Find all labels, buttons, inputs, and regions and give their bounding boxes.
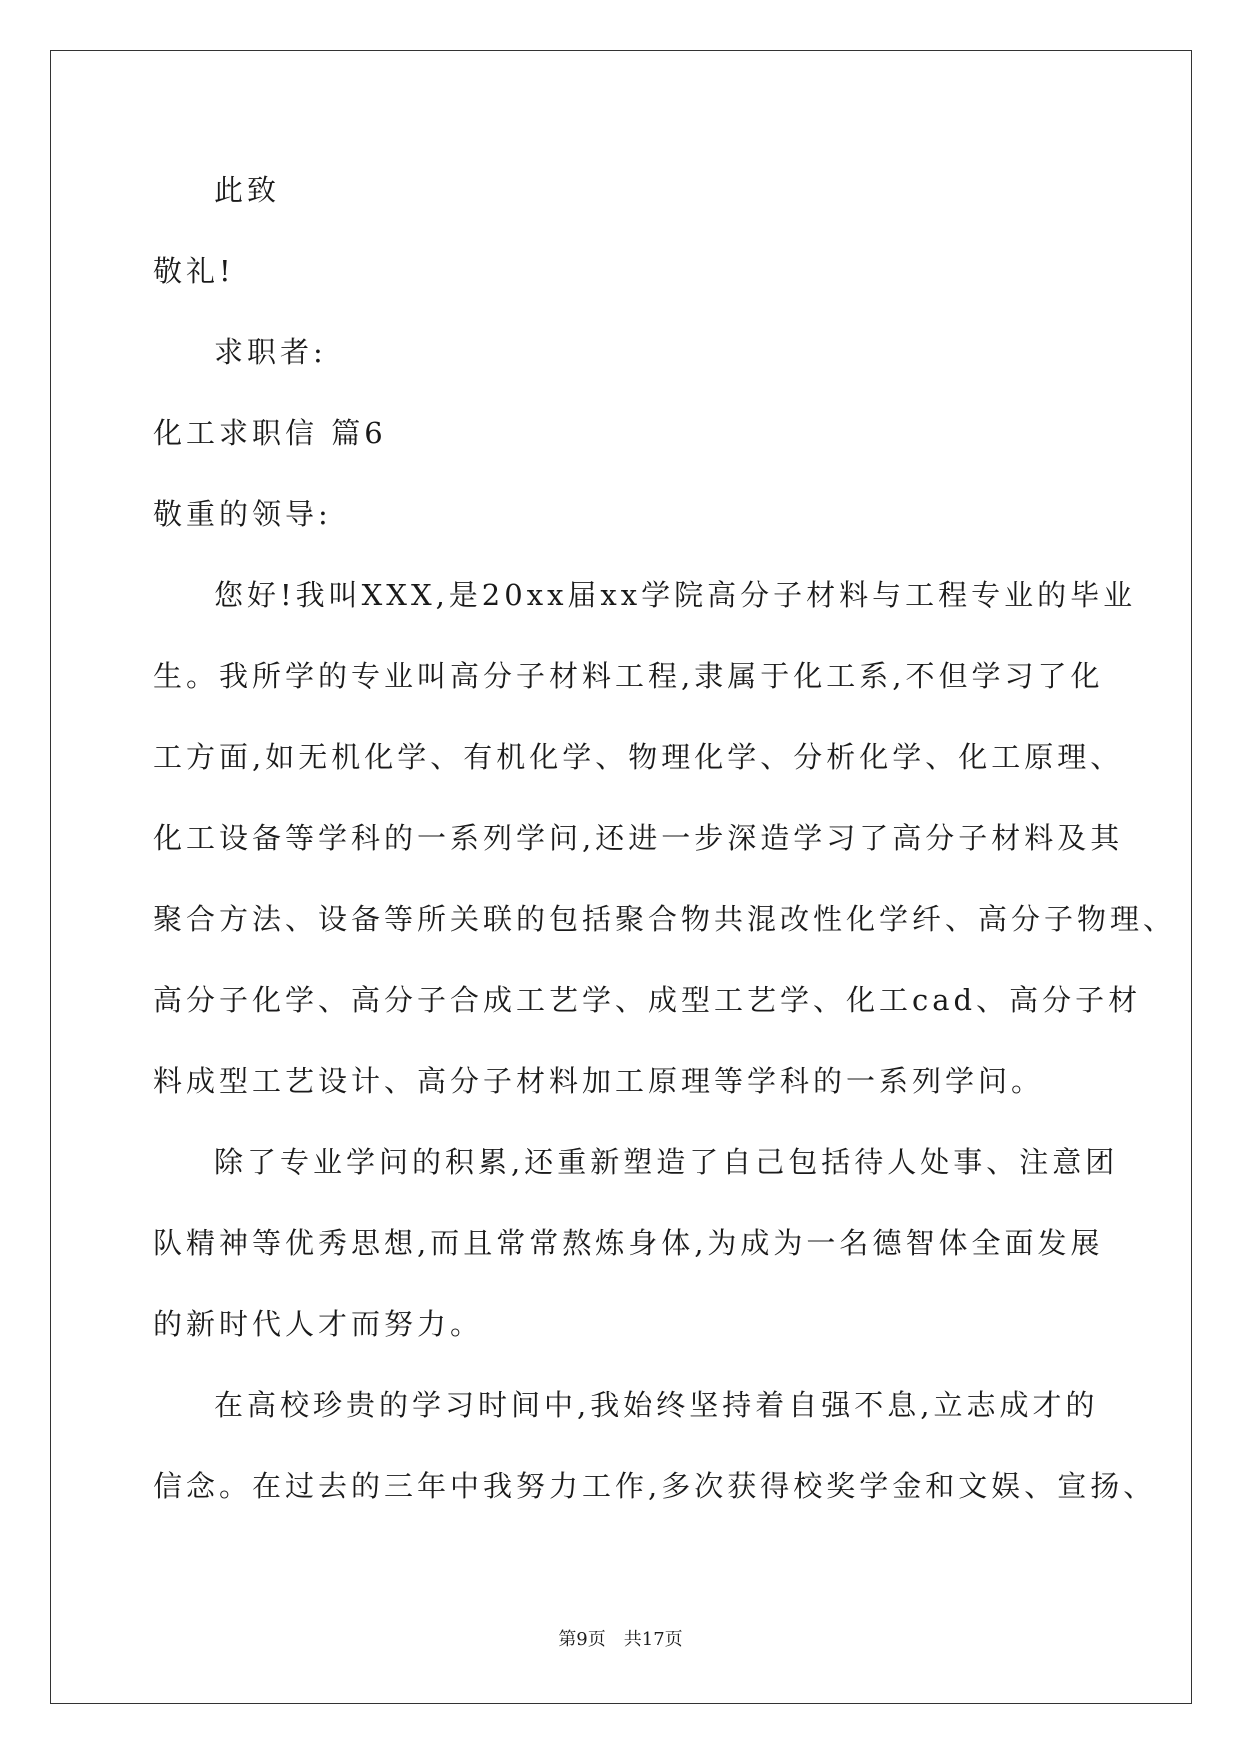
body-line: 信念。在过去的三年中我努力工作,多次获得校奖学金和文娱、宣扬、 xyxy=(153,1469,1157,1503)
salutation: 敬重的领导: xyxy=(153,497,332,531)
body-line: 高分子化学、高分子合成工艺学、成型工艺学、化工cad、高分子材 xyxy=(153,983,1142,1017)
applicant-signature-label: 求职者: xyxy=(214,335,327,369)
section-heading: 化工求职信 篇6 xyxy=(153,416,387,450)
body-line: 除了专业学问的积累,还重新塑造了自己包括待人处事、注意团 xyxy=(214,1145,1119,1179)
body-line: 您好!我叫XXX,是20xx届xx学院高分子材料与工程专业的毕业 xyxy=(214,578,1137,612)
body-line: 的新时代人才而努力。 xyxy=(153,1307,484,1341)
page-number: 第9页 xyxy=(558,1629,606,1650)
body-line: 化工设备等学科的一系列学问,还进一步深造学习了高分子材料及其 xyxy=(153,821,1124,855)
page-total: 共17页 xyxy=(623,1629,683,1650)
body-line: 队精神等优秀思想,而且常常熬炼身体,为成为一名德智体全面发展 xyxy=(153,1226,1104,1260)
body-line: 聚合方法、设备等所关联的包括聚合物共混改性化学纤、高分子物理、 xyxy=(153,902,1177,936)
page-footer xyxy=(0,1628,1241,1652)
body-line: 工方面,如无机化学、有机化学、物理化学、分析化学、化工原理、 xyxy=(153,740,1124,774)
body-line: 在高校珍贵的学习时间中,我始终坚持着自强不息,立志成才的 xyxy=(214,1388,1099,1422)
page-frame xyxy=(50,50,1192,1704)
body-line: 料成型工艺设计、高分子材料加工原理等学科的一系列学问。 xyxy=(153,1064,1045,1098)
body-line: 生。我所学的专业叫高分子材料工程,隶属于化工系,不但学习了化 xyxy=(153,659,1104,693)
closing-regards: 敬礼! xyxy=(153,254,235,288)
closing-salutation: 此致 xyxy=(214,173,281,207)
